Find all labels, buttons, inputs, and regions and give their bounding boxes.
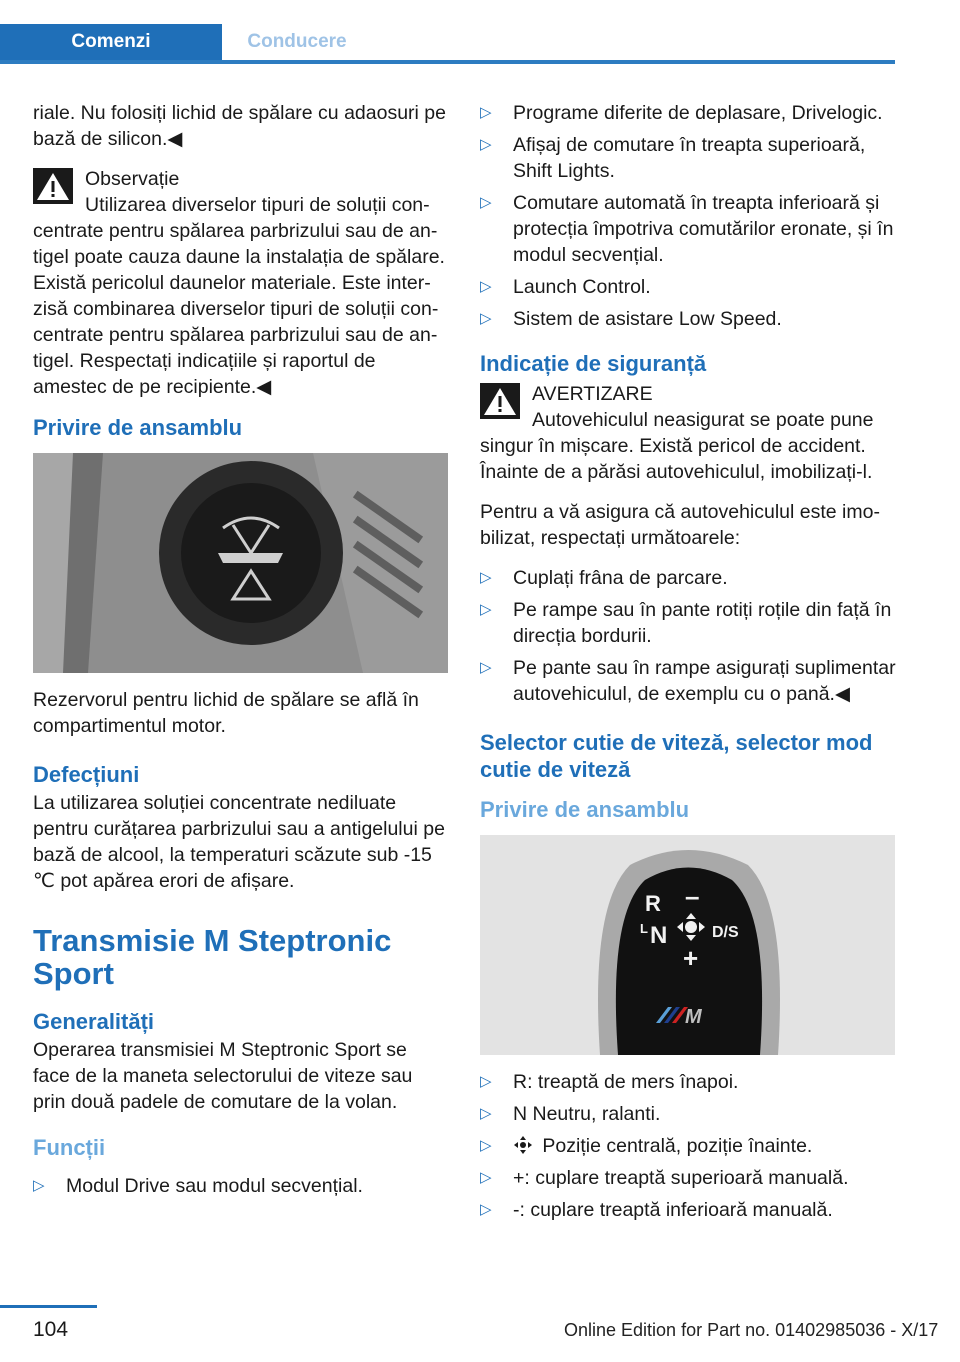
list-item — [480, 597, 898, 649]
functions-list-right — [480, 100, 898, 332]
gear-positions-list — [480, 1069, 898, 1223]
list-item — [480, 1133, 898, 1159]
header-rule — [0, 60, 895, 64]
footer-rule — [0, 1305, 97, 1308]
gear-plus-label: + — [683, 943, 699, 973]
list-item-text: Afișaj de comutare în treapta superioară, Shift Lights. — [513, 134, 866, 182]
gear-n-label: N — [650, 922, 668, 949]
list-item — [480, 1069, 898, 1095]
bullet-icon: ▷ — [480, 1105, 492, 1122]
bullet-icon: ▷ — [480, 136, 492, 153]
list-item-text: Modul Drive sau modul secvențial. — [66, 1175, 363, 1197]
warning-title: Observație — [85, 168, 180, 190]
list-item-text: Poziție centrală, poziție înainte. — [542, 1135, 813, 1157]
warning-text: Utilizarea diverselor tipuri de soluții concentrate pentru spălarea parbrizului sau de antigel poate cauza daune la instalația de spălare. Există pericolul daunelor materiale. Este interzisă combinarea diverselor tipuri de soluții concentrate pentru spălarea parbrizului sau de antigel. Respectați indicațiile și raportul de amestec de pe recipiente.◀ — [33, 194, 445, 398]
overview-heading-right: Privire de ansamblu — [480, 797, 690, 822]
edition-footer: Online Edition for Part no. 01402985036 - X/17 — [564, 1320, 939, 1340]
list-item-text: Programe diferite de deplasare, Drivelogic. — [513, 102, 883, 124]
safety-heading: Indicație de siguranță — [480, 351, 707, 376]
gear-r-label: R — [645, 891, 661, 916]
list-item — [480, 1197, 898, 1223]
list-item — [480, 190, 898, 268]
bullet-icon: ▷ — [480, 194, 492, 211]
list-item-text: Sistem de asistare Low Speed. — [513, 308, 782, 330]
general-text: Operarea transmisiei M Steptronic Sport se face de la maneta selectorului de viteze sau prin două padele de comutare de la volan. — [33, 1039, 413, 1113]
list-item-text: R: treaptă de mers înapoi. — [513, 1071, 739, 1093]
left-column — [33, 100, 448, 1215]
overview-heading: Privire de ansamblu — [33, 415, 243, 440]
gear-l-label: L — [640, 921, 648, 936]
reservoir-caption: Rezervorul pentru lichid de spălare se află în compartimentul motor. — [33, 689, 419, 737]
list-item-text: Comutare automată în treapta inferioară și protecția împotriva comutărilor eronate, și în modul secvențial. — [513, 192, 894, 266]
selector-heading: Selector cutie de viteză, selector mod cutie de viteză — [480, 730, 873, 782]
bullet-icon: ▷ — [480, 601, 492, 618]
tab-conducere[interactable]: Conducere — [247, 31, 347, 52]
bullet-icon: ▷ — [33, 1177, 45, 1194]
functions-list-left — [33, 1173, 448, 1199]
warning-title: AVERTIZARE — [532, 383, 653, 405]
list-item — [480, 655, 898, 707]
list-item-text: Pe rampe sau în pante rotiți roțile din față în direcția bordurii. — [513, 599, 892, 647]
warning-triangle-icon — [480, 383, 520, 419]
svg-text:M: M — [685, 1006, 702, 1028]
bullet-icon: ▷ — [480, 569, 492, 586]
section-tabbar — [0, 24, 895, 64]
list-item — [480, 132, 898, 184]
bullet-icon: ▷ — [480, 659, 492, 676]
list-item — [480, 100, 898, 126]
list-item — [480, 274, 898, 300]
list-item — [480, 1101, 898, 1127]
page-number: 104 — [33, 1318, 69, 1341]
warning-text: Autovehiculul neasigurat se poate pune singur în mișcare. Există pericol de accident. Înainte de a părăsi autovehiculul, imobilizați-l. — [480, 409, 874, 483]
list-item — [33, 1173, 448, 1199]
gear-ds-label: D/S — [712, 924, 739, 941]
bullet-icon: ▷ — [480, 1137, 492, 1154]
warning-block — [33, 166, 448, 400]
general-heading: Generalități — [33, 1009, 155, 1034]
list-item-text: Cuplați frâna de parcare. — [513, 567, 728, 589]
defects-text: La utilizarea soluției concentrate nediluate pentru curățarea parbrizului sau a antigelului pe bază de alcool, la temperaturi scăzute sub -15 ℃ pot apărea erori de afișare. — [33, 792, 445, 892]
list-item — [480, 565, 898, 591]
gear-minus-label: – — [685, 881, 700, 911]
list-item — [480, 1165, 898, 1191]
list-item-text: Launch Control. — [513, 276, 651, 298]
gear-selector-photo — [480, 835, 895, 1055]
list-item-text: +: cuplare treaptă superioară manuală. — [513, 1167, 849, 1189]
bullet-icon: ▷ — [480, 1073, 492, 1090]
center-position-icon — [513, 1135, 533, 1155]
warning-triangle-icon — [33, 168, 73, 204]
list-item-text: -: cuplare treaptă inferioară manuală. — [513, 1199, 833, 1221]
list-item-text: Pe pante sau în rampe asigurați suplimentar autovehiculul, de exemplu cu o pană.◀ — [513, 657, 896, 705]
warning-block — [480, 381, 898, 485]
list-item — [480, 306, 898, 332]
list-item-text: N Neutru, ralanti. — [513, 1103, 661, 1125]
main-heading: Transmisie M Steptronic Sport — [33, 923, 392, 991]
tab-comenzi[interactable]: Comenzi — [0, 24, 222, 60]
bullet-icon: ▷ — [480, 310, 492, 327]
defects-heading: Defecțiuni — [33, 762, 140, 787]
bullet-icon: ▷ — [480, 104, 492, 121]
washer-reservoir-photo — [33, 453, 448, 673]
secure-list — [480, 565, 898, 707]
functions-heading: Funcții — [33, 1135, 106, 1160]
intro-paragraph: riale. Nu folosiți lichid de spălare cu adaosuri pe bază de silicon.◀ — [33, 102, 446, 150]
bullet-icon: ▷ — [480, 278, 492, 295]
bullet-icon: ▷ — [480, 1201, 492, 1218]
bullet-icon: ▷ — [480, 1169, 492, 1186]
secure-intro: Pentru a vă asigura că autovehiculul este imobilizat, respectați următoarele: — [480, 501, 880, 549]
right-column — [480, 100, 898, 1239]
